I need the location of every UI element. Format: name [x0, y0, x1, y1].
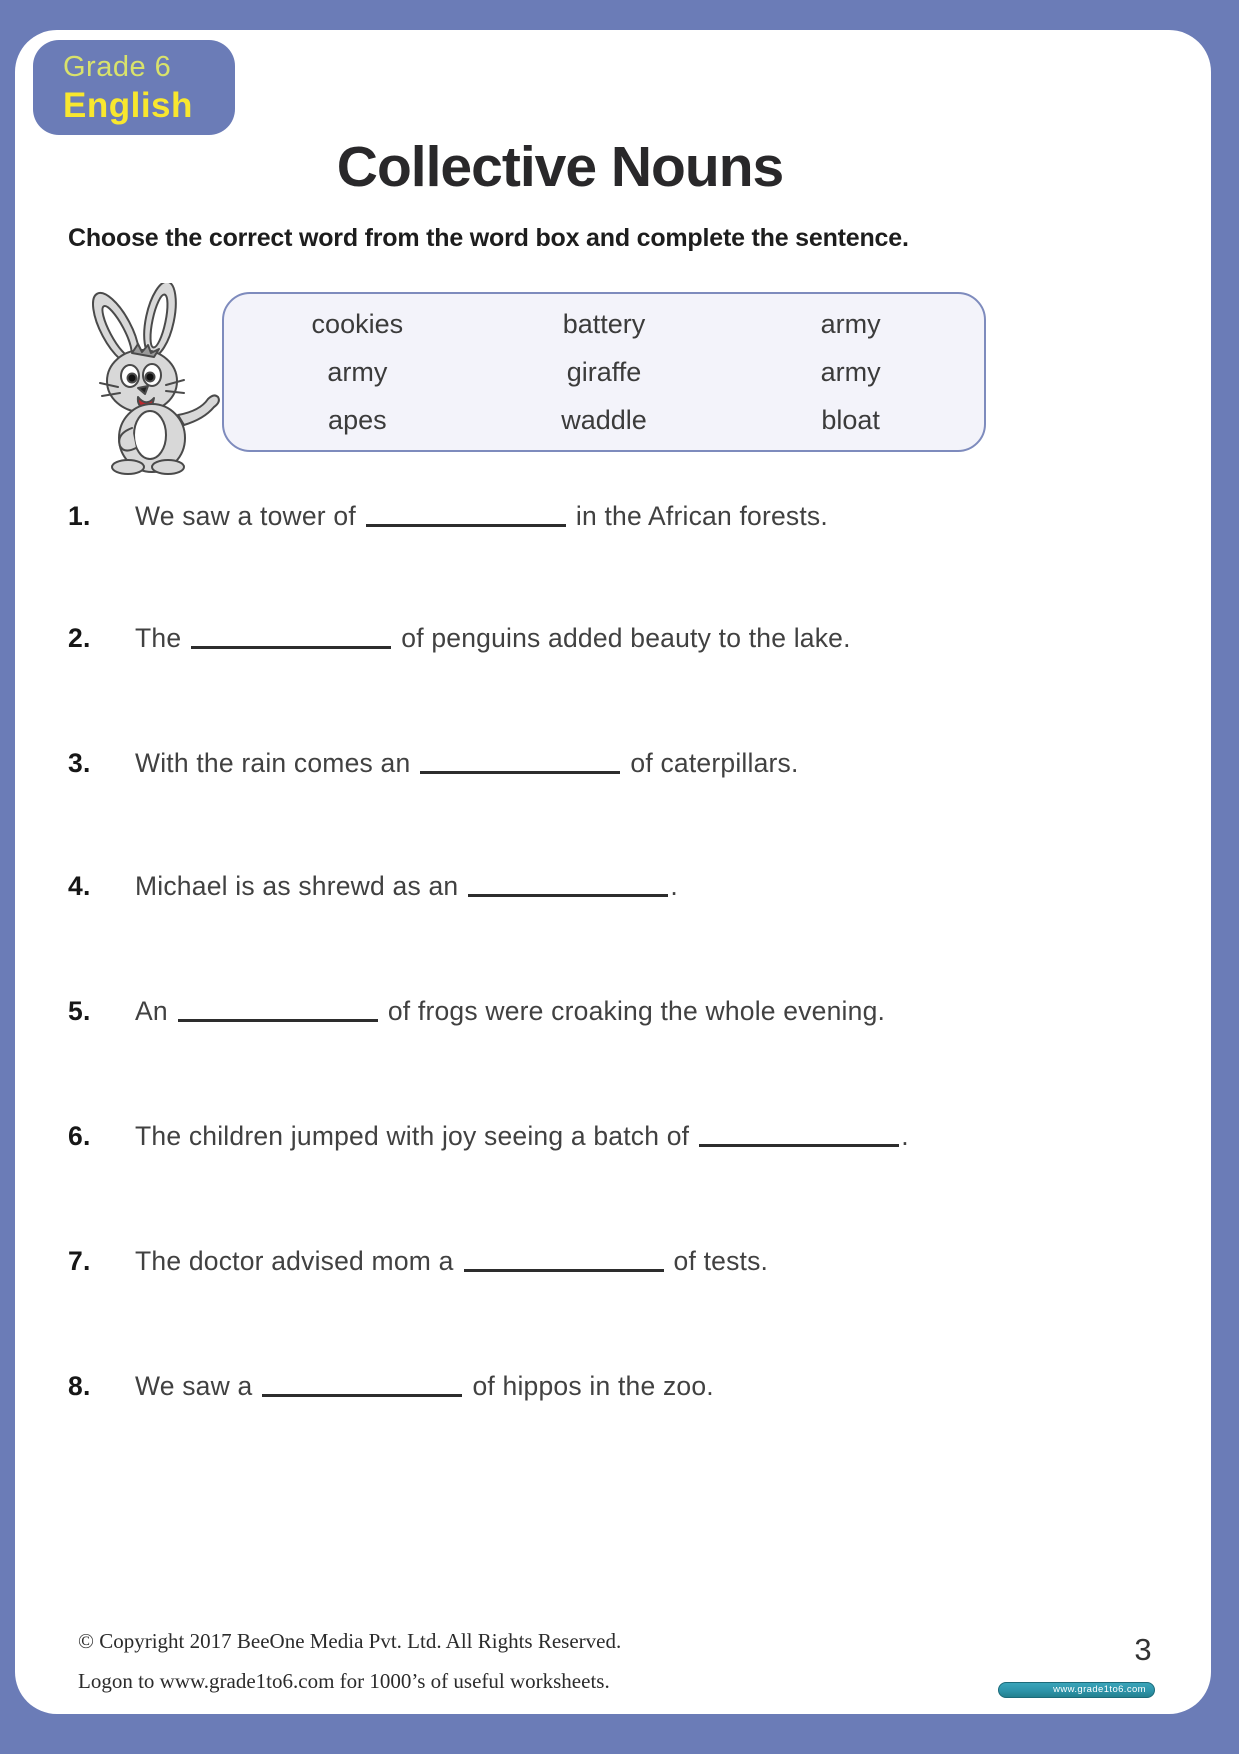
sentence-pre-text: The doctor advised mom a [135, 1246, 454, 1276]
instruction-text: Choose the correct word from the word box and complete the sentence. [68, 224, 909, 252]
answer-blank [178, 1015, 378, 1022]
answer-blank [699, 1140, 899, 1147]
rabbit-illustration [80, 283, 235, 475]
sentence-row [68, 1246, 1153, 1277]
sentence-pre-text: We saw a [135, 1371, 253, 1401]
sentence-pre-text: The children jumped with joy seeing a batch of [135, 1121, 690, 1151]
word-box-word: bloat [821, 404, 880, 435]
answer-blank [366, 520, 566, 527]
sentence-number: 7. [68, 1246, 91, 1276]
word-box-word: army [820, 356, 881, 387]
sentence-number: 1. [68, 501, 91, 531]
word-box-word: cookies [311, 308, 404, 339]
word-box-word: waddle [561, 404, 647, 435]
sentence-text [135, 871, 678, 902]
answer-blank [464, 1265, 664, 1272]
sentence-post-text: . [901, 1121, 909, 1151]
word-box-word: battery [562, 308, 646, 339]
word-box-word: apes [328, 404, 387, 435]
answer-blank [191, 642, 391, 649]
sentence-text [135, 1371, 714, 1402]
grade-label: Grade 6 [63, 51, 172, 83]
sentence-row [68, 871, 1153, 902]
sentence-post-text: of penguins added beauty to the lake. [401, 623, 851, 653]
sentence-pre-text: We saw a tower of [135, 501, 356, 531]
sentence-pre-text: The [135, 623, 182, 653]
page-number: 3 [1134, 1632, 1152, 1667]
sentence-row [68, 748, 1153, 779]
sentence-text [135, 748, 799, 779]
sentence-post-text: in the African forests. [575, 501, 828, 531]
sentence-number: 3. [68, 748, 91, 778]
sentence-pre-text: With the rain comes an [135, 748, 411, 778]
sentence-post-text: of caterpillars. [630, 748, 799, 778]
sentence-number: 5. [68, 996, 91, 1026]
answer-blank [468, 890, 668, 897]
word-box-word: army [820, 308, 881, 339]
word-box [222, 292, 986, 452]
word-box-word: giraffe [566, 356, 642, 387]
sentence-pre-text: Michael is as shrewd as an [135, 871, 459, 901]
sentence-row [68, 996, 1153, 1027]
sentence-post-text: of hippos in the zoo. [472, 1371, 714, 1401]
sentence-post-text: of frogs were croaking the whole evening. [387, 996, 886, 1026]
sentence-post-text: of tests. [673, 1246, 769, 1276]
sentence-post-text: . [670, 871, 678, 901]
answer-blank [262, 1390, 462, 1397]
sentence-text [135, 996, 885, 1027]
sentence-text [135, 1246, 768, 1277]
site-badge: www.grade1to6.com [998, 1682, 1155, 1698]
sentence-number: 2. [68, 623, 91, 653]
sentence-number: 6. [68, 1121, 91, 1151]
sentence-row [68, 623, 1153, 654]
answer-blank [420, 767, 620, 774]
sentence-row [68, 501, 1153, 532]
sentence-text [135, 623, 851, 654]
page-title: Collective Nouns [336, 135, 784, 199]
sentence-row [68, 1121, 1153, 1152]
sentence-row [68, 1371, 1153, 1402]
sentence-number: 8. [68, 1371, 91, 1401]
grade-subject-badge [33, 40, 235, 135]
sentence-text [135, 1121, 909, 1152]
footer-copyright: © Copyright 2017 BeeOne Media Pvt. Ltd. All Rights Reserved. [78, 1629, 622, 1653]
sentence-text [135, 501, 828, 532]
footer-logon: Logon to www.grade1to6.com for 1000’s of useful worksheets. [78, 1669, 610, 1693]
word-box-word: army [327, 356, 388, 387]
sentence-number: 4. [68, 871, 91, 901]
subject-label: English [63, 86, 193, 125]
sentence-pre-text: An [135, 996, 168, 1026]
